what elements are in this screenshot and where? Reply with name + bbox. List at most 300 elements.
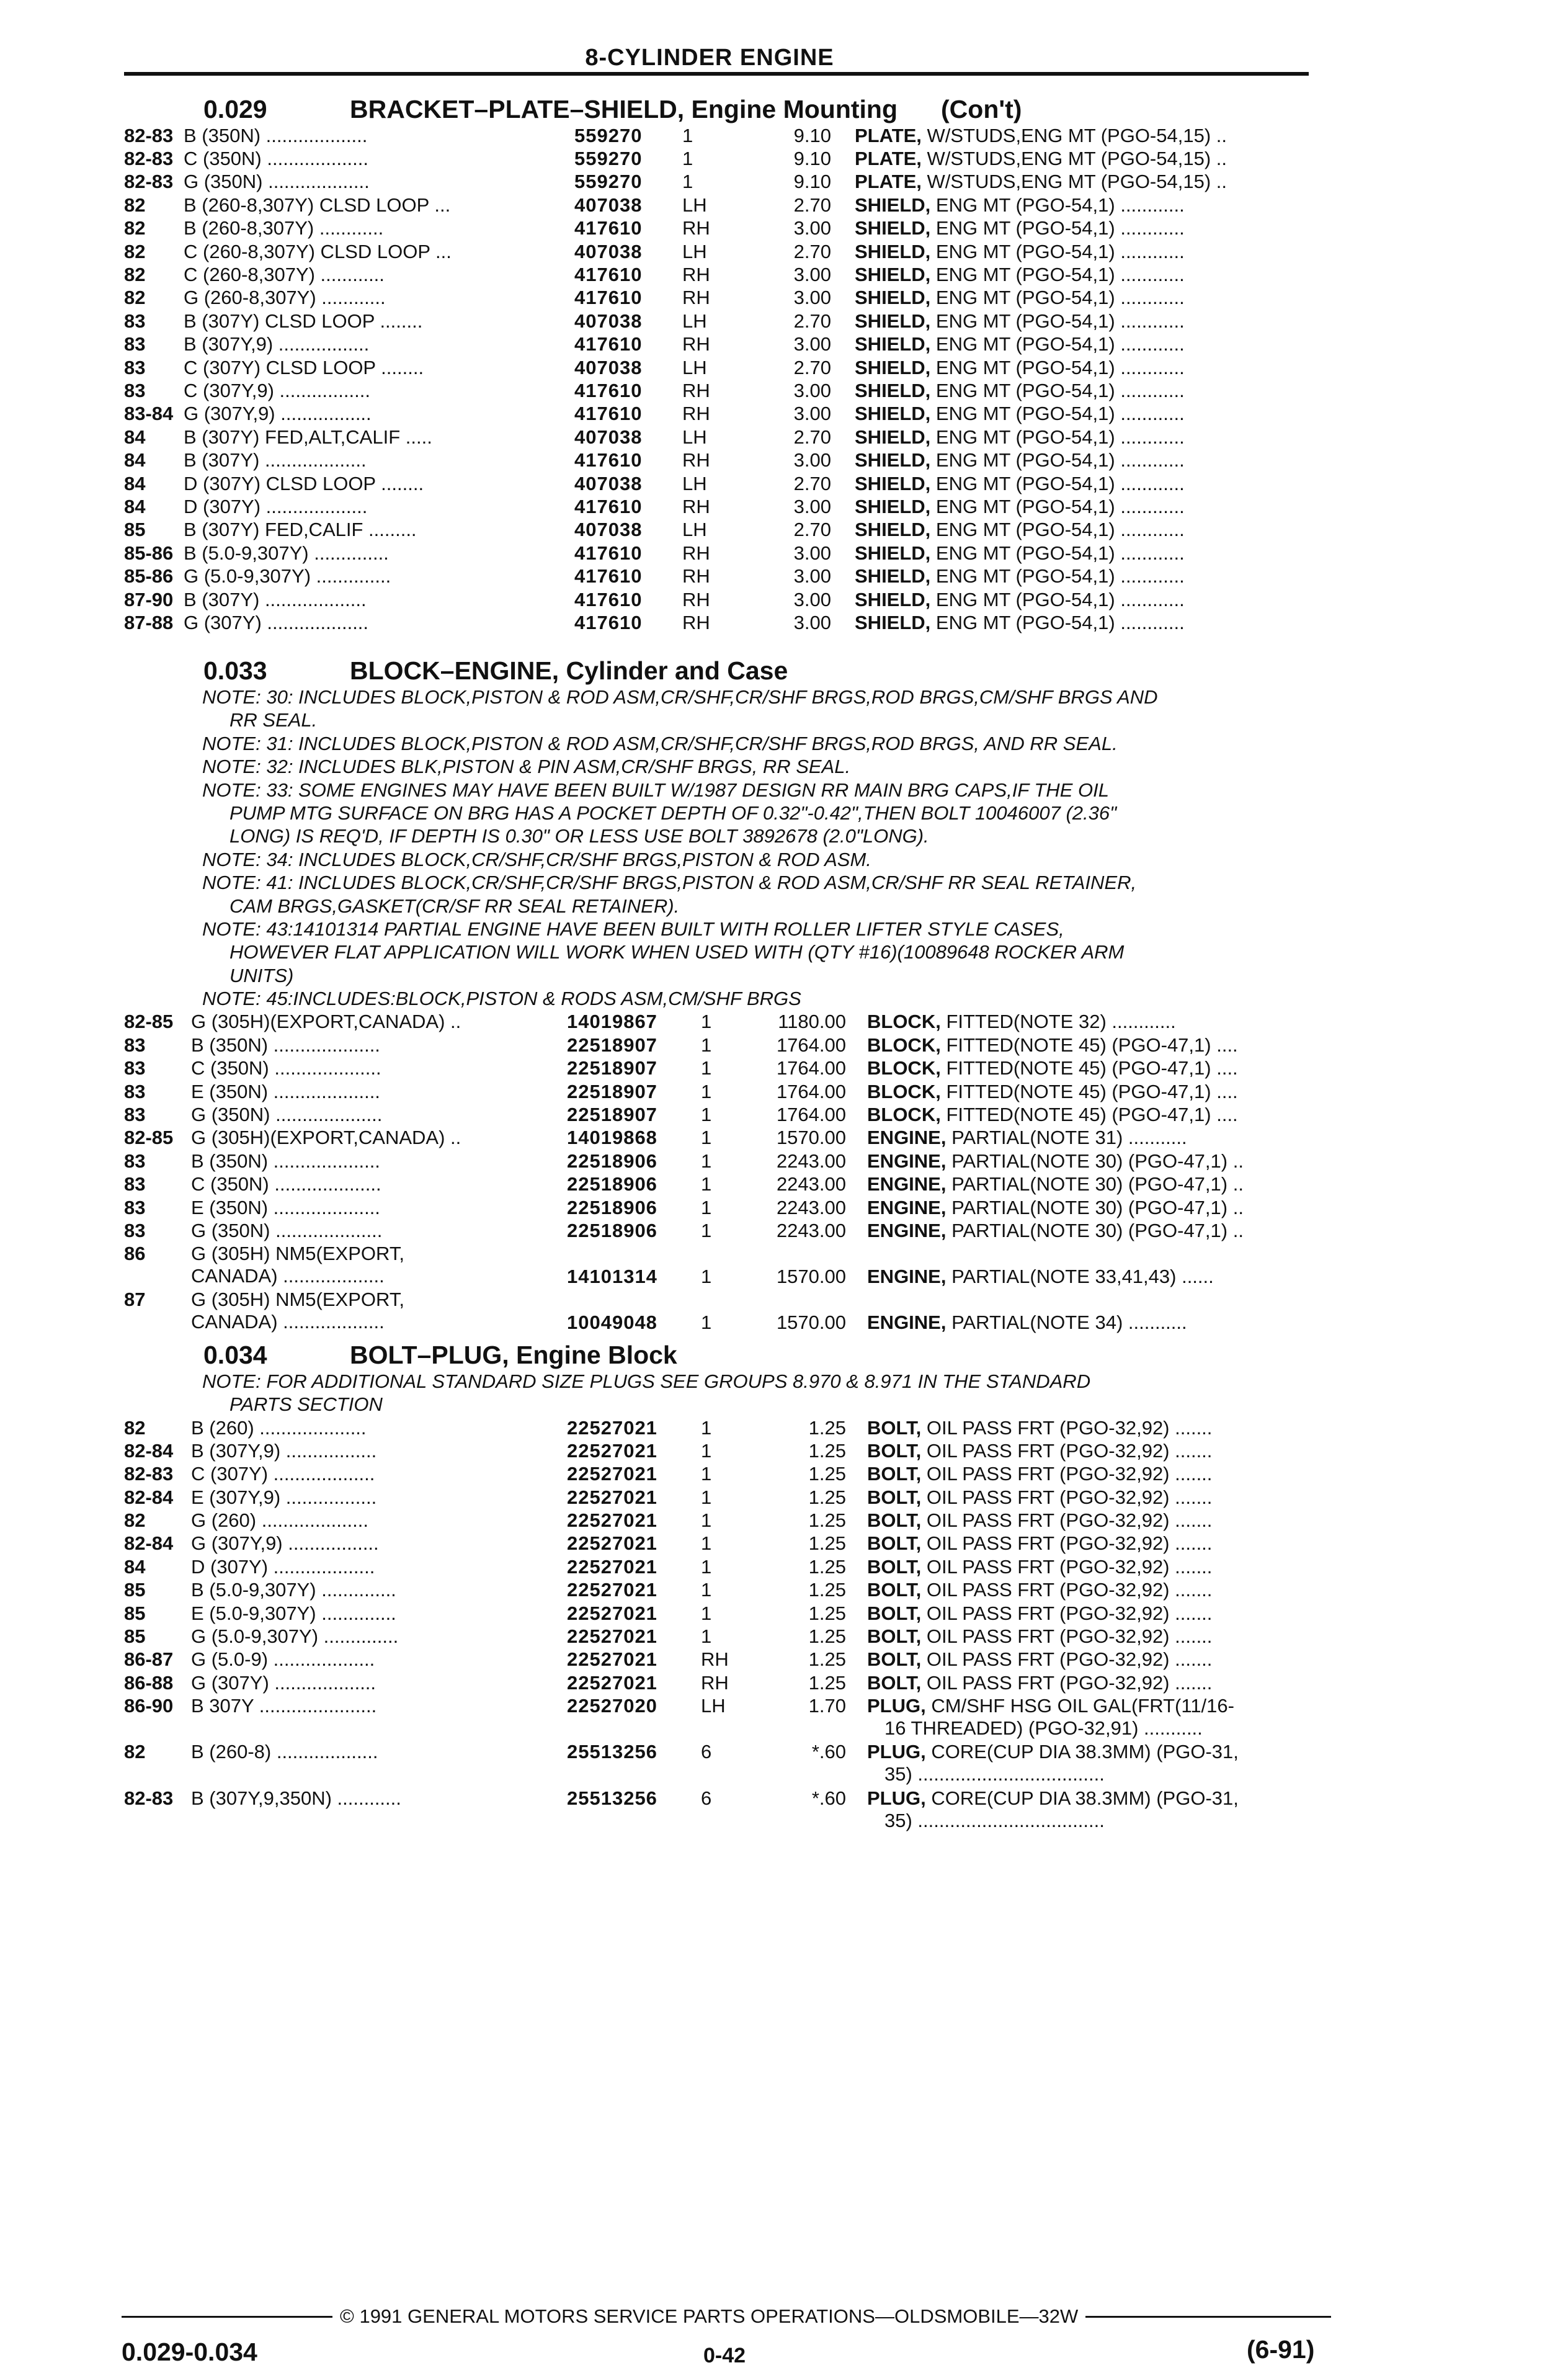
model-line: B (307Y,9) ................. [184, 333, 370, 355]
quantity: 1 [701, 1173, 712, 1195]
description-line [867, 1509, 1339, 1532]
part-description [867, 1266, 1339, 1288]
model-year: 82 [124, 264, 146, 286]
part-number: 22527021 [567, 1671, 657, 1694]
part-number: 14019867 [567, 1011, 657, 1033]
list-price: 1570.00 [776, 1311, 846, 1334]
part-number: 407038 [574, 240, 643, 262]
part-description [855, 426, 1326, 449]
list-price: 2.70 [793, 356, 831, 378]
list-price: 1.25 [808, 1439, 846, 1462]
description-line [867, 1463, 1339, 1485]
description-line [867, 1150, 1339, 1173]
model-year: 84 [124, 449, 146, 471]
parts-row [124, 379, 1321, 402]
model-line-cont: CANADA) ................... [191, 1264, 385, 1287]
description-detail: OIL PASS FRT (PGO-32,92) ....... [921, 1625, 1213, 1648]
part-number: 22527020 [567, 1694, 657, 1717]
description-noun: SHIELD, [855, 194, 931, 216]
description-noun: BOLT, [867, 1602, 922, 1624]
list-price: 3.00 [793, 588, 831, 610]
description-line [855, 310, 1326, 333]
part-description [855, 333, 1326, 355]
list-price: 3.00 [793, 217, 831, 239]
part-description [855, 194, 1326, 217]
model-year: 86-88 [124, 1671, 174, 1694]
description-line [855, 519, 1326, 541]
list-price: 2.70 [793, 194, 831, 216]
parts-row [124, 1196, 1321, 1219]
model-application [191, 1509, 531, 1532]
model-year: 83 [124, 356, 146, 378]
model-line: B 307Y ...................... [191, 1694, 377, 1717]
description-line [867, 1173, 1339, 1195]
model-application [184, 287, 531, 309]
part-number: 22527021 [567, 1625, 657, 1648]
description-line [867, 1440, 1339, 1462]
parts-row [124, 472, 1321, 495]
part-description [855, 589, 1326, 611]
description-detail: ENG MT (PGO-54,1) ............ [930, 379, 1185, 401]
part-number: 22527021 [567, 1463, 657, 1485]
description-line [855, 426, 1326, 449]
model-line: C (307Y) ................... [191, 1463, 375, 1485]
parts-row [124, 194, 1321, 217]
page-title: 8-CYLINDER ENGINE [585, 45, 834, 71]
part-description [867, 1625, 1339, 1648]
model-application [191, 1127, 531, 1149]
description-noun: ENGINE, [867, 1265, 947, 1287]
parts-row [124, 240, 1321, 263]
model-year: 86-90 [124, 1694, 174, 1717]
quantity: 1 [701, 1579, 712, 1601]
quantity: LH [682, 426, 707, 448]
section-note-line: PARTS SECTION [229, 1393, 383, 1416]
description-detail: OIL PASS FRT (PGO-32,92) ....... [921, 1671, 1213, 1694]
description-noun: SHIELD, [855, 287, 931, 309]
description-line [867, 1034, 1339, 1057]
model-line: B (307Y) ................... [184, 588, 367, 610]
list-price: 2243.00 [776, 1173, 846, 1195]
description-noun: BLOCK, [867, 1103, 941, 1125]
quantity: RH [682, 333, 710, 355]
quantity: LH [682, 356, 707, 378]
model-application [184, 333, 531, 355]
model-year: 83 [124, 379, 146, 401]
description-noun: SHIELD, [855, 611, 931, 633]
parts-row [124, 171, 1321, 194]
quantity: 1 [701, 1011, 712, 1033]
section-heading [124, 1339, 1321, 1370]
list-price: 2243.00 [776, 1196, 846, 1218]
list-price: 1.25 [808, 1463, 846, 1485]
quantity: 1 [701, 1439, 712, 1462]
part-number: 22518907 [567, 1034, 657, 1056]
part-number: 22518907 [567, 1057, 657, 1079]
model-year: 84 [124, 1555, 146, 1578]
description-line [867, 1197, 1339, 1219]
description-noun: BLOCK, [867, 1011, 941, 1033]
catalog-section [124, 93, 1321, 635]
footer-date: (6-91) [1247, 2335, 1315, 2364]
description-line [867, 1532, 1339, 1555]
part-description [867, 1695, 1339, 1740]
description-detail: ENG MT (PGO-54,1) ............ [930, 194, 1185, 216]
list-price: 3.00 [793, 495, 831, 517]
model-year: 82 [124, 194, 146, 216]
part-description [855, 217, 1326, 239]
model-application [191, 1057, 531, 1079]
part-number: 417610 [574, 611, 643, 633]
part-number: 417610 [574, 403, 643, 425]
description-noun: SHIELD, [855, 588, 931, 610]
parts-row [124, 1532, 1321, 1555]
list-price: 2.70 [793, 310, 831, 332]
parts-row [124, 1034, 1321, 1057]
model-application [191, 1197, 531, 1219]
quantity: RH [682, 403, 710, 425]
list-price: 1.25 [808, 1671, 846, 1694]
part-description [867, 1104, 1339, 1126]
part-description [855, 565, 1326, 588]
parts-row [124, 519, 1321, 542]
list-price: 1.70 [808, 1694, 846, 1717]
section-number: 0.033 [203, 656, 267, 685]
model-year: 82-83 [124, 1463, 174, 1485]
model-application [191, 1150, 531, 1173]
description-detail: ENG MT (PGO-54,1) ............ [930, 426, 1185, 448]
description-detail: CM/SHF HSG OIL GAL(FRT(11/16- [925, 1694, 1234, 1717]
description-noun: PLUG, [867, 1787, 926, 1810]
parts-row [124, 1671, 1321, 1694]
description-detail: CORE(CUP DIA 38.3MM) (PGO-31, [925, 1787, 1239, 1810]
parts-row [124, 1579, 1321, 1602]
part-description [867, 1197, 1339, 1219]
model-line-cont: CANADA) ................... [191, 1311, 385, 1333]
description-line [867, 1695, 1339, 1717]
model-line: B (350N) .................... [191, 1150, 380, 1172]
description-line [855, 125, 1326, 147]
catalog-section [124, 655, 1321, 1335]
part-number: 417610 [574, 379, 643, 401]
parts-row [124, 1625, 1321, 1648]
description-detail: ENG MT (PGO-54,1) ............ [930, 287, 1185, 309]
list-price: 2.70 [793, 426, 831, 448]
description-line [867, 1104, 1339, 1126]
parts-row [124, 1173, 1321, 1195]
parts-row [124, 1439, 1321, 1462]
model-year: 83 [124, 1150, 146, 1172]
description-line [855, 357, 1326, 379]
model-application [191, 1672, 531, 1694]
description-noun: ENGINE, [867, 1311, 947, 1334]
parts-row [124, 124, 1321, 147]
part-description [855, 171, 1326, 193]
model-year: 84 [124, 495, 146, 517]
model-line: B (307Y) CLSD LOOP ........ [184, 310, 423, 332]
description-detail: W/STUDS,ENG MT (PGO-54,15) .. [921, 148, 1227, 170]
description-detail: ENG MT (PGO-54,1) ............ [930, 472, 1185, 494]
model-year: 82 [124, 1416, 146, 1439]
parts-row [124, 565, 1321, 588]
description-line [867, 1057, 1339, 1079]
description-noun: SHIELD, [855, 403, 931, 425]
parts-row [124, 1787, 1321, 1834]
quantity: 6 [701, 1741, 712, 1763]
description-noun: PLATE, [855, 148, 922, 170]
model-line: G (260-8,307Y) ............ [184, 287, 386, 309]
model-year: 83 [124, 1080, 146, 1102]
model-year: 83 [124, 310, 146, 332]
model-line: E (350N) .................... [191, 1196, 380, 1218]
part-number: 22518906 [567, 1173, 657, 1195]
model-year: 85-86 [124, 565, 174, 588]
description-noun: BOLT, [867, 1486, 922, 1508]
quantity: LH [682, 519, 707, 541]
model-year: 82-83 [124, 124, 174, 146]
description-line [855, 473, 1326, 495]
description-detail: PARTIAL(NOTE 34) ........... [946, 1311, 1187, 1334]
list-price: 3.00 [793, 565, 831, 588]
part-number: 417610 [574, 449, 643, 471]
model-application [191, 1787, 531, 1810]
description-noun: SHIELD, [855, 472, 931, 494]
description-line [867, 1602, 1339, 1625]
model-year: 82-84 [124, 1439, 174, 1462]
quantity: 1 [701, 1416, 712, 1439]
part-number: 22527021 [567, 1555, 657, 1578]
description-line [855, 565, 1326, 588]
model-application [184, 496, 531, 518]
description-noun: SHIELD, [855, 217, 931, 239]
model-line: G (350N) ................... [184, 171, 370, 193]
model-year: 82 [124, 1741, 146, 1763]
model-line: B (260) .................... [191, 1416, 367, 1439]
parts-row [124, 1289, 1321, 1335]
description-noun: BOLT, [867, 1416, 922, 1439]
model-application [191, 1220, 531, 1242]
model-year: 85 [124, 1625, 146, 1648]
part-description [855, 357, 1326, 379]
model-application [191, 1486, 531, 1509]
description-line [855, 148, 1326, 170]
quantity: 1 [701, 1219, 712, 1241]
quantity: LH [701, 1694, 726, 1717]
section-note-line: NOTE: 33: SOME ENGINES MAY HAVE BEEN BUILT W/1987 DESIGN RR MAIN BRG CAPS,IF THE OIL [202, 779, 1109, 801]
parts-row [124, 333, 1321, 356]
quantity: 1 [701, 1034, 712, 1056]
part-description [867, 1081, 1339, 1103]
model-year: 82-85 [124, 1011, 174, 1033]
description-noun: BOLT, [867, 1439, 922, 1462]
part-description [867, 1602, 1339, 1625]
part-number: 417610 [574, 264, 643, 286]
quantity: 1 [701, 1265, 712, 1287]
model-line: B (260-8,307Y) ............ [184, 217, 384, 239]
part-number: 559270 [574, 171, 643, 193]
model-application [184, 264, 531, 286]
description-noun: BOLT, [867, 1671, 922, 1694]
description-detail: FITTED(NOTE 45) (PGO-47,1) .... [940, 1034, 1238, 1056]
parts-row [124, 449, 1321, 471]
parts-row [124, 1150, 1321, 1173]
list-price: *.60 [811, 1787, 846, 1810]
list-price: 3.00 [793, 333, 831, 355]
model-application [191, 1556, 531, 1578]
model-application [184, 357, 531, 379]
part-number: 22518907 [567, 1080, 657, 1102]
description-noun: SHIELD, [855, 426, 931, 448]
section-note-line: NOTE: FOR ADDITIONAL STANDARD SIZE PLUGS SEE GROUPS 8.970 & 8.971 IN THE STANDARD [202, 1370, 1091, 1392]
description-noun: ENGINE, [867, 1173, 947, 1195]
part-number: 22527021 [567, 1579, 657, 1601]
list-price: *.60 [811, 1741, 846, 1763]
model-year: 82 [124, 287, 146, 309]
list-price: 3.00 [793, 379, 831, 401]
description-line [855, 612, 1326, 634]
description-line-cont: 16 THREADED) (PGO-32,91) ........... [884, 1717, 1203, 1739]
part-number: 22527021 [567, 1602, 657, 1624]
description-line [855, 496, 1326, 518]
model-line: C (307Y) CLSD LOOP ........ [184, 356, 424, 378]
parts-row [124, 1057, 1321, 1079]
model-line: C (350N) .................... [191, 1173, 381, 1195]
description-detail: FITTED(NOTE 45) (PGO-47,1) .... [940, 1057, 1238, 1079]
part-description [867, 1173, 1339, 1195]
model-year: 82-83 [124, 148, 174, 170]
parts-row [124, 1741, 1321, 1787]
description-noun: PLATE, [855, 124, 922, 146]
model-line: G (305H)(EXPORT,CANADA) .. [191, 1011, 461, 1033]
parts-row [124, 310, 1321, 333]
model-year: 83 [124, 1103, 146, 1125]
description-detail: ENG MT (PGO-54,1) ............ [930, 495, 1185, 517]
description-detail: ENG MT (PGO-54,1) ............ [930, 333, 1185, 355]
part-description [867, 1034, 1339, 1057]
quantity: RH [682, 449, 710, 471]
model-application [191, 1741, 531, 1763]
description-detail: PARTIAL(NOTE 33,41,43) ...... [946, 1265, 1214, 1287]
list-price: 2.70 [793, 519, 831, 541]
model-line: G (350N) .................... [191, 1103, 383, 1125]
section-note-line: HOWEVER FLAT APPLICATION WILL WORK WHEN USED WITH (QTY #16)(10089648 ROCKER ARM [229, 941, 1125, 963]
description-line [855, 264, 1326, 286]
quantity: 1 [701, 1602, 712, 1624]
model-line: D (307Y) ................... [184, 495, 368, 517]
description-detail: OIL PASS FRT (PGO-32,92) ....... [921, 1602, 1213, 1624]
quantity: 1 [701, 1625, 712, 1648]
quantity: 1 [701, 1127, 712, 1149]
description-detail: ENG MT (PGO-54,1) ............ [930, 264, 1185, 286]
list-price: 3.00 [793, 287, 831, 309]
section-note-line: CAM BRGS,GASKET(CR/SF RR SEAL RETAINER). [229, 895, 680, 917]
description-detail: ENG MT (PGO-54,1) ............ [930, 588, 1185, 610]
quantity: 6 [701, 1787, 712, 1810]
description-detail: PARTIAL(NOTE 30) (PGO-47,1) .. [946, 1196, 1244, 1218]
footer-rule-right [1085, 2316, 1331, 2318]
part-number: 407038 [574, 194, 643, 216]
description-line-cont: 35) ................................... [884, 1810, 1105, 1832]
part-number: 22527021 [567, 1416, 657, 1439]
description-detail: W/STUDS,ENG MT (PGO-54,15) .. [921, 124, 1227, 146]
part-number: 14019868 [567, 1127, 657, 1149]
model-line: G (5.0-9) ................... [191, 1648, 375, 1671]
footer-copyright-line [122, 2305, 1331, 2328]
model-year: 86 [124, 1242, 146, 1264]
model-line: D (307Y) CLSD LOOP ........ [184, 472, 424, 494]
section-title: BRACKET–PLATE–SHIELD, Engine Mounting (Con't) [350, 95, 1022, 123]
description-line [867, 1787, 1339, 1810]
model-line: D (307Y) ................... [191, 1555, 375, 1578]
model-line: B (307Y,9) ................. [191, 1439, 377, 1462]
section-note-line: NOTE: 45:INCLUDES:BLOCK,PISTON & RODS ASM,CM/SHF BRGS [202, 988, 801, 1010]
model-year: 82-85 [124, 1127, 174, 1149]
model-line: G (305H) NM5(EXPORT, [191, 1242, 404, 1264]
model-application [191, 1579, 531, 1601]
description-detail: PARTIAL(NOTE 30) (PGO-47,1) .. [946, 1150, 1244, 1172]
description-line [867, 1311, 1339, 1334]
part-number: 407038 [574, 426, 643, 448]
quantity: RH [682, 611, 710, 633]
description-line [867, 1011, 1339, 1033]
description-noun: ENGINE, [867, 1127, 947, 1149]
model-application [184, 589, 531, 611]
model-line: B (5.0-9,307Y) .............. [191, 1579, 396, 1601]
model-line: C (260-8,307Y) CLSD LOOP ... [184, 240, 452, 262]
model-application [191, 1011, 531, 1033]
list-price: 1764.00 [776, 1080, 846, 1102]
footer-page-number: 0-42 [703, 2344, 746, 2367]
description-noun: PLUG, [867, 1741, 926, 1763]
part-description [867, 1741, 1339, 1785]
description-line-cont: 35) ................................... [884, 1763, 1105, 1785]
description-noun: BOLT, [867, 1648, 922, 1671]
quantity: 1 [701, 1555, 712, 1578]
part-number: 407038 [574, 310, 643, 332]
parts-row [124, 1695, 1321, 1741]
part-description [867, 1787, 1339, 1832]
parts-row [124, 263, 1321, 286]
model-application [184, 565, 531, 588]
model-application [191, 1440, 531, 1462]
part-number: 417610 [574, 333, 643, 355]
section-title: BOLT–PLUG, Engine Block [350, 1341, 677, 1369]
part-number: 14101314 [567, 1265, 657, 1287]
description-detail: ENG MT (PGO-54,1) ............ [930, 217, 1185, 239]
description-detail: OIL PASS FRT (PGO-32,92) ....... [921, 1486, 1213, 1508]
parts-row [124, 1486, 1321, 1509]
model-application [184, 194, 531, 217]
description-detail: OIL PASS FRT (PGO-32,92) ....... [921, 1416, 1213, 1439]
description-line [867, 1648, 1339, 1671]
description-line [867, 1672, 1339, 1694]
model-application [184, 148, 531, 170]
list-price: 3.00 [793, 611, 831, 633]
section-number: 0.034 [203, 1341, 267, 1369]
quantity: LH [682, 194, 707, 216]
part-number: 22518906 [567, 1150, 657, 1172]
part-description [855, 449, 1326, 471]
model-year: 85 [124, 1579, 146, 1601]
model-year: 87-90 [124, 588, 174, 610]
quantity: 1 [701, 1103, 712, 1125]
parts-row [124, 356, 1321, 379]
description-line [855, 403, 1326, 425]
description-line [867, 1741, 1339, 1763]
description-noun: SHIELD, [855, 356, 931, 378]
part-description [867, 1579, 1339, 1601]
part-description [867, 1509, 1339, 1532]
